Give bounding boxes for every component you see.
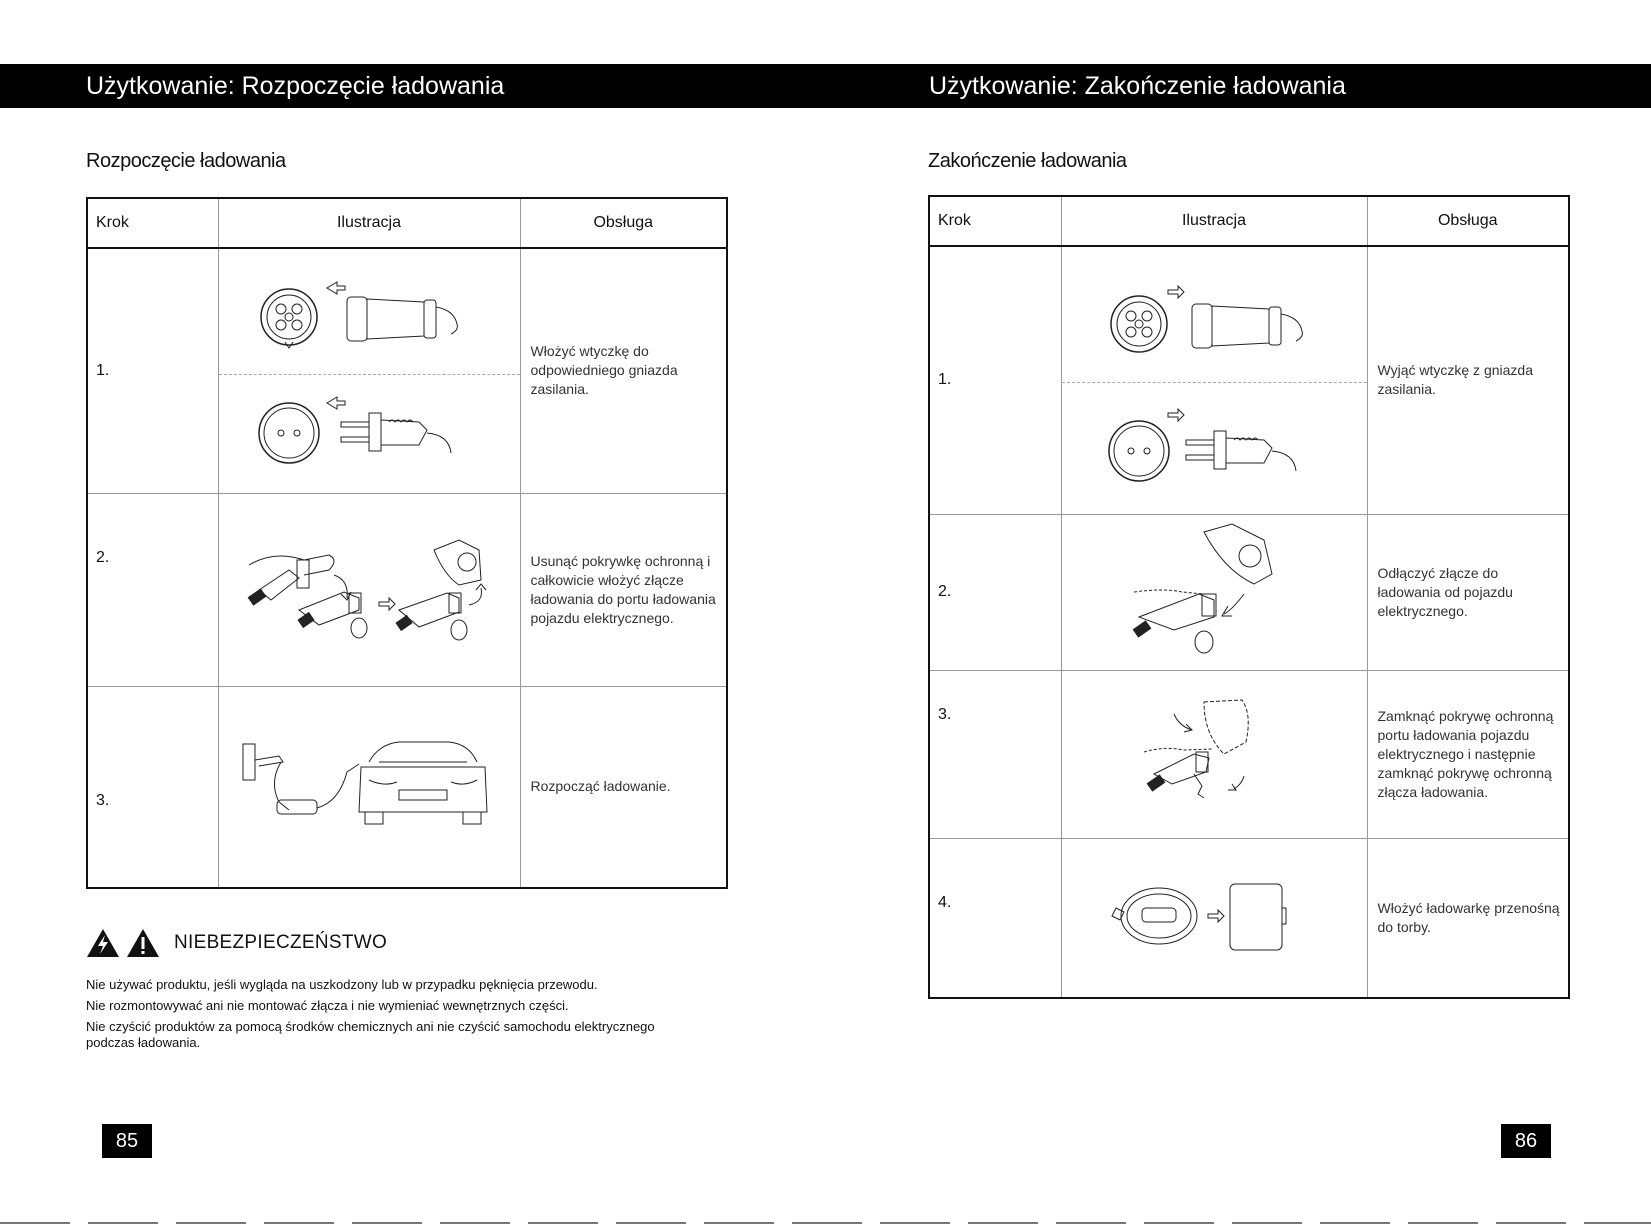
electric-shock-warning-icon (86, 928, 120, 958)
steps-table (86, 197, 728, 889)
step-number: 4. (929, 838, 1061, 998)
column-header-step: Krok (929, 196, 1061, 246)
danger-line: Nie rozmontowywać ani nie montować złącza i nie wymieniać wewnętrznych części. (86, 998, 569, 1013)
operation-text: Usunąć pokrywkę ochronną i całkowicie włożyć złącze ładowania do portu ładowania pojazdu elektrycznego. (520, 493, 727, 686)
table-row (929, 246, 1569, 514)
industrial-plug-icon (219, 252, 519, 374)
step-number: 1. (929, 246, 1061, 514)
right-page (826, 0, 1651, 1226)
danger-list (86, 977, 706, 1056)
table-row (929, 838, 1569, 998)
steps-table (928, 195, 1570, 999)
page-number: 85 (102, 1124, 152, 1158)
operation-text: Włożyć ładowarkę przenośną do torby. (1367, 838, 1569, 998)
operation-text: Rozpocząć ładowanie. (520, 686, 727, 888)
column-header-illustration: Ilustracja (1061, 196, 1367, 246)
danger-line: Nie czyścić produktów za pomocą środków chemicznych ani nie czyścić samochodu elektrycznego podczas ładowania. (86, 1019, 655, 1050)
step-number: 3. (929, 670, 1061, 838)
illustration-cell (1061, 838, 1367, 998)
table-row (87, 686, 727, 888)
household-plug-icon (1064, 383, 1364, 508)
charger-bag-icon (1064, 868, 1364, 968)
page-bottom-edge (0, 1222, 1651, 1224)
connector-remove-icon (1064, 522, 1364, 662)
car-charging-icon (219, 732, 519, 842)
illustration-cell (1061, 670, 1367, 838)
illustration-cell (1061, 514, 1367, 670)
industrial-plug-icon (1064, 252, 1364, 382)
illustration-cell (218, 493, 520, 686)
table-row (87, 493, 727, 686)
page-header: Użytkowanie: Zakończenie ładowania (826, 64, 1651, 108)
table-row (87, 248, 727, 493)
step-number: 2. (87, 493, 218, 686)
table-row (929, 514, 1569, 670)
illustration-cell (1061, 246, 1367, 514)
operation-text: Włożyć wtyczkę do odpowiedniego gniazda zasilania. (520, 248, 727, 493)
column-header-step: Krok (87, 198, 218, 248)
column-header-operation: Obsługa (1367, 196, 1569, 246)
danger-heading (86, 928, 387, 958)
page-number: 86 (1501, 1124, 1551, 1158)
danger-line: Nie używać produktu, jeśli wygląda na uszkodzony lub w przypadku pęknięcia przewodu. (86, 977, 598, 992)
operation-text: Odłączyć złącze do ładowania od pojazdu elektrycznego. (1367, 514, 1569, 670)
illustration-cell (218, 248, 520, 493)
column-header-operation: Obsługa (520, 198, 727, 248)
section-title: Rozpoczęcie ładowania (86, 150, 286, 172)
illustration-cell (218, 686, 520, 888)
connector-insert-icon (219, 530, 519, 650)
household-plug-icon (219, 375, 519, 490)
page-header: Użytkowanie: Rozpoczęcie ładowania (0, 64, 826, 108)
operation-text: Zamknąć pokrywę ochronną portu ładowania pojazdu elektrycznego i następnie zamknąć pokrywę ochronną złącza ładowania. (1367, 670, 1569, 838)
column-header-illustration: Ilustracja (218, 198, 520, 248)
table-row (929, 670, 1569, 838)
section-title: Zakończenie ładowania (928, 150, 1127, 172)
step-number: 3. (87, 686, 218, 888)
general-warning-icon (126, 928, 160, 958)
danger-title: NIEBEZPIECZEŃSTWO (174, 932, 388, 953)
step-number: 1. (87, 248, 218, 493)
step-number: 2. (929, 514, 1061, 670)
operation-text: Wyjąć wtyczkę z gniazda zasilania. (1367, 246, 1569, 514)
cover-close-icon (1064, 694, 1364, 814)
